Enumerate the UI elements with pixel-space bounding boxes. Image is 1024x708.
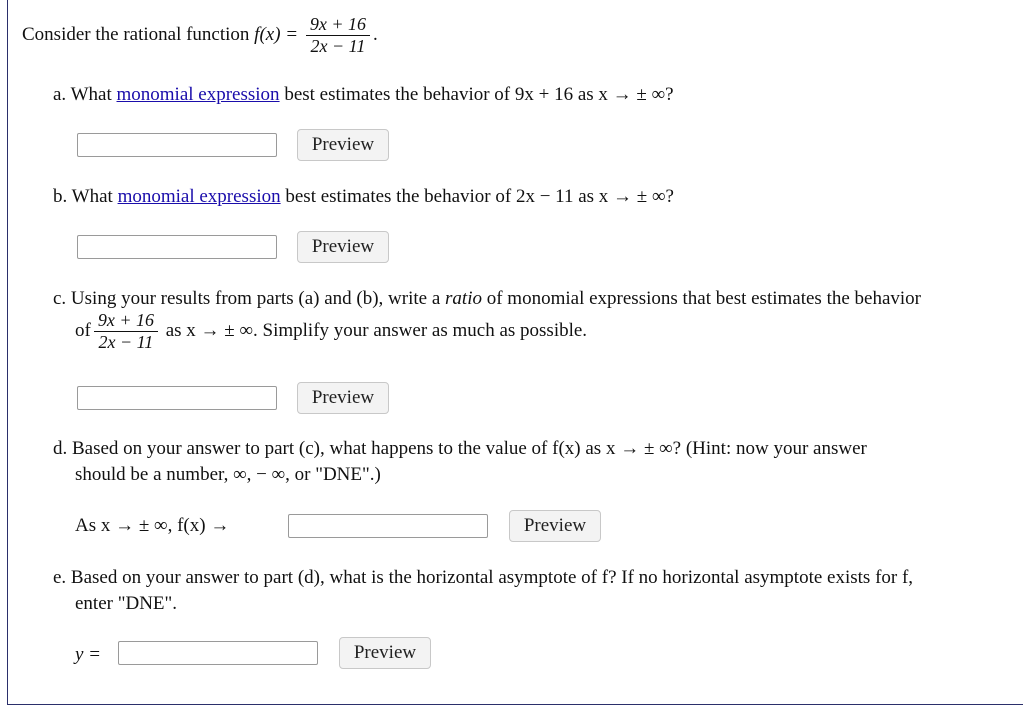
part-c-answer-input[interactable] <box>77 386 277 410</box>
part-a-monomial-link[interactable]: monomial expression <box>116 84 280 105</box>
part-a-preview-button[interactable]: Preview <box>297 129 389 161</box>
intro-line <box>22 14 378 57</box>
part-d-question-line1: d. Based on your answer to part (c), what happens to the value of f(x) as x → ± ∞? (Hint: now your answer <box>53 438 867 459</box>
part-b-suffix: best estimates the behavior of 2x − 11 as x → ± ∞? <box>285 186 674 207</box>
part-e-question-line2: enter "DNE". <box>75 593 178 614</box>
intro-fraction <box>306 14 370 57</box>
part-c-line1-suffix: of monomial expressions that best estimates the behavior <box>486 288 921 309</box>
part-c-denominator: 2x − 11 <box>94 331 158 353</box>
part-a-answer-input[interactable] <box>77 133 277 157</box>
part-d-answer-input[interactable] <box>288 514 488 538</box>
intro-numerator: 9x + 16 <box>309 14 366 34</box>
part-b-preview-button[interactable]: Preview <box>297 231 389 263</box>
part-c-preview-button[interactable]: Preview <box>297 382 389 414</box>
part-a-question <box>53 83 674 107</box>
part-c-question-line2 <box>75 310 587 353</box>
intro-period: . <box>373 23 378 45</box>
part-e-answer-label: y = <box>75 644 102 665</box>
part-d-preview-button[interactable]: Preview <box>509 510 601 542</box>
part-c-line2-suffix: as x → ± ∞. Simplify your answer as much as possible. <box>165 319 588 341</box>
part-c-question-line1 <box>53 287 921 311</box>
part-c-ratio-term: ratio <box>445 288 482 309</box>
part-b-monomial-link[interactable]: monomial expression <box>117 186 281 207</box>
part-a-prefix: a. What <box>53 84 112 105</box>
intro-function: f(x) = <box>254 23 299 45</box>
part-c-line1-prefix: c. Using your results from parts (a) and (b), write a <box>53 288 441 309</box>
part-b-answer-input[interactable] <box>77 235 277 259</box>
part-c-numerator: 9x + 16 <box>97 310 154 330</box>
intro-denominator: 2x − 11 <box>306 35 370 57</box>
intro-prefix: Consider the rational function <box>22 23 250 45</box>
part-e-preview-button[interactable]: Preview <box>339 637 431 669</box>
part-c-of: of <box>75 319 91 341</box>
part-e-answer-input[interactable] <box>118 641 318 665</box>
part-b-question <box>53 185 674 209</box>
part-e-question-line1: e. Based on your answer to part (d), what is the horizontal asymptote of f? If no horizontal asymptote exists for f, <box>53 567 914 588</box>
part-b-prefix: b. What <box>53 186 113 207</box>
part-d-question-line2: should be a number, ∞, − ∞, or "DNE".) <box>75 464 381 485</box>
part-c-fraction <box>94 310 158 353</box>
part-a-suffix: best estimates the behavior of 9x + 16 as x → ± ∞? <box>284 84 674 105</box>
part-d-answer-label: As x → ± ∞, f(x) → <box>75 515 230 536</box>
